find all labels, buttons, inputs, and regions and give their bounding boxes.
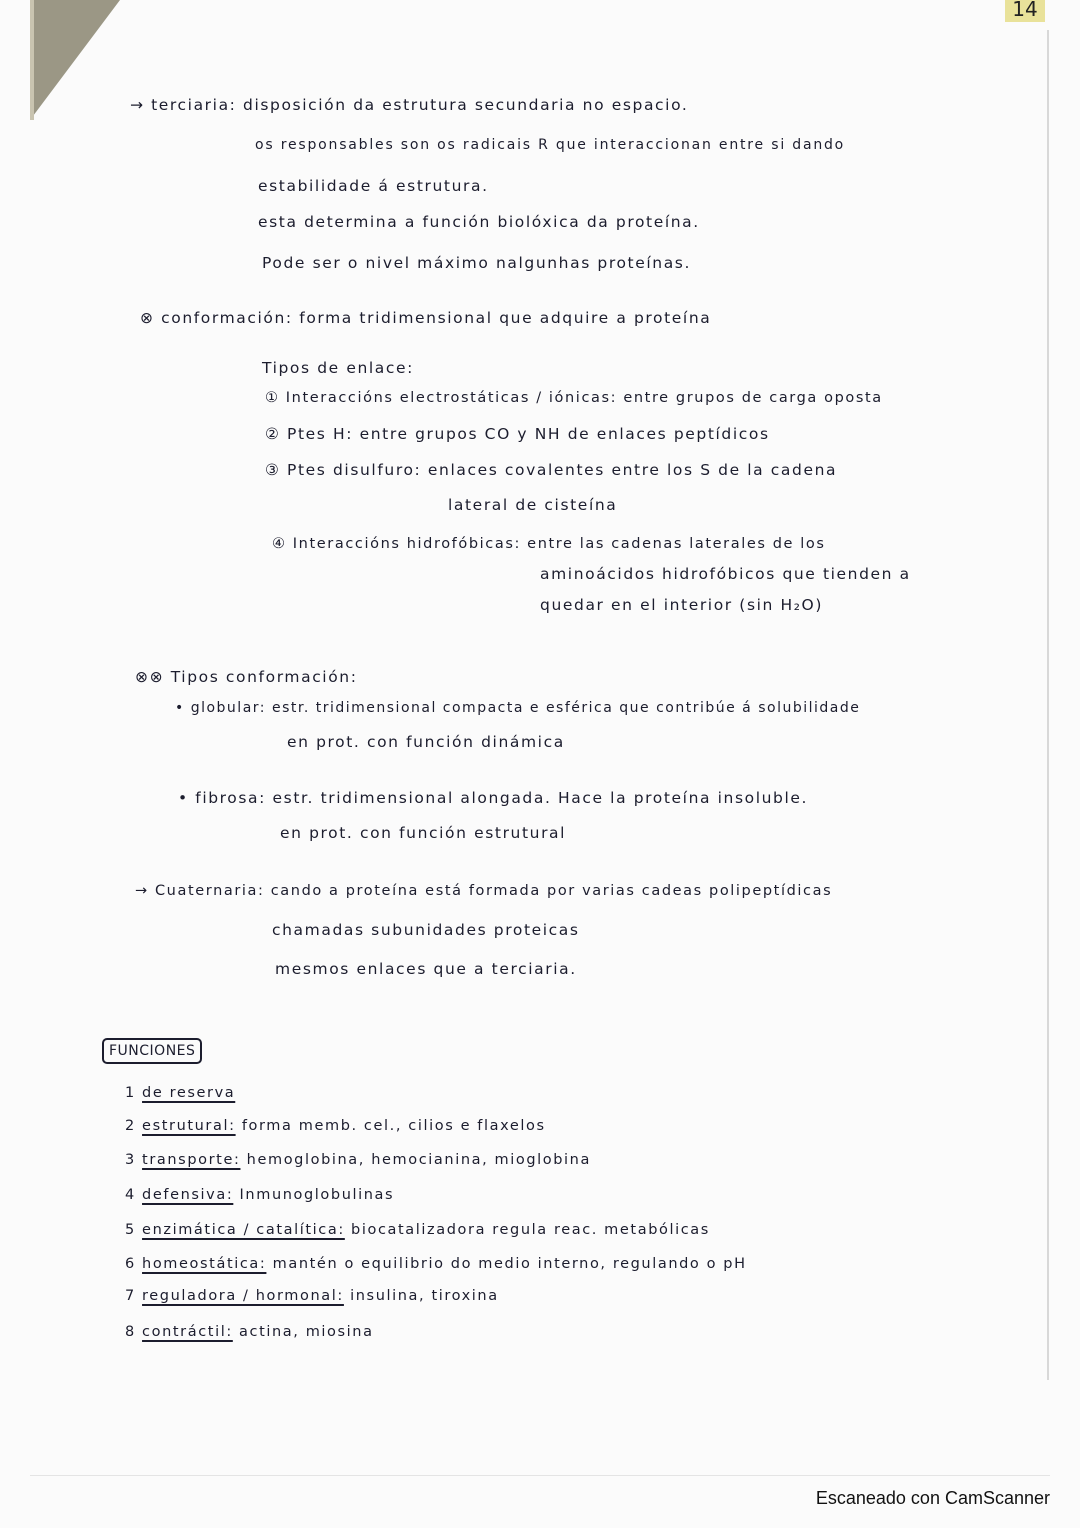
funcion-num: 2 [125,1118,136,1134]
globular-line-cont: en prot. con función dinámica [287,733,565,751]
funcion-item [125,1322,374,1342]
funcion-text: mantén o equilibrio do medio interno, regulando o pH [272,1256,747,1272]
cuaternaria-heading: → Cuaternaria: cando a proteína está formada por varias cadeas polipeptídicas [135,883,833,899]
page-number: 14 [1005,0,1045,22]
funcion-item [125,1083,235,1103]
terciaria-line: os responsables son os radicais R que interaccionan entre si dando [255,137,846,153]
enlace-item: ② Ptes H: entre grupos CO y NH de enlaces peptídicos [265,425,770,443]
enlace-item: ④ Interaccións hidrofóbicas: entre las cadenas laterales de los [272,536,826,552]
funcion-num: 5 [125,1222,136,1238]
tipos-conformacion-heading: ⊗⊗ Tipos conformación: [135,668,358,686]
funcion-label: enzimática / catalítica: [142,1222,345,1238]
page-corner-fold [30,0,120,120]
cuaternaria-line: chamadas subunidades proteicas [272,921,580,939]
funcion-text: actina, miosina [239,1324,374,1340]
enlace-item: ① Interaccións electrostáticas / iónicas: entre grupos de carga oposta [265,390,883,406]
funcion-num: 1 [125,1085,136,1101]
funcion-text: hemoglobina, hemocianina, mioglobina [246,1152,591,1168]
page-edge [30,0,34,120]
enlace-item: ③ Ptes disulfuro: enlaces covalentes entre los S de la cadena [265,461,838,479]
terciaria-line: Pode ser o nivel máximo nalgunhas proteínas. [262,254,691,272]
globular-line: • globular: estr. tridimensional compacta e esférica que contribúe á solubilidade [175,700,861,716]
funcion-label: transporte: [142,1152,241,1168]
funcion-label: de reserva [142,1085,236,1101]
funcion-item [125,1116,546,1136]
funcion-label: estrutural: [142,1118,236,1134]
fibrosa-line-cont: en prot. con función estrutural [280,824,567,842]
terciaria-heading: → terciaria: disposición da estrutura secundaria no espacio. [130,96,689,114]
terciaria-line: esta determina a función biolóxica da proteína. [258,213,700,231]
scanner-footer: Escaneado con CamScanner [815,1488,1050,1508]
funcion-label: homeostática: [142,1256,267,1272]
funcion-label: reguladora / hormonal: [142,1288,344,1304]
funcion-num: 7 [125,1288,136,1304]
enlace-item-cont: aminoácidos hidrofóbicos que tienden a [540,565,911,583]
funcion-num: 6 [125,1256,136,1272]
funcion-num: 3 [125,1152,136,1168]
page-bottom-edge [30,1475,1050,1476]
funcion-text: forma memb. cel., cilios e flaxelos [241,1118,546,1134]
funcion-label: contráctil: [142,1324,233,1340]
funcion-text: biocatalizadora regula reac. metabólicas [351,1222,710,1238]
funcion-text: insulina, tiroxina [350,1288,499,1304]
cuaternaria-line: mesmos enlaces que a terciaria. [275,960,577,978]
enlace-item-cont: quedar en el interior (sin H₂O) [540,596,823,614]
funcion-item [125,1254,747,1274]
enlace-item-cont: lateral de cisteína [448,496,618,514]
conformacion-heading: ⊗ conformación: forma tridimensional que adquire a proteína [140,309,712,327]
funcion-num: 8 [125,1324,136,1340]
funcion-num: 4 [125,1187,136,1203]
funcion-label: defensiva: [142,1187,234,1203]
funcion-item [125,1286,499,1306]
terciaria-line: estabilidade á estrutura. [258,177,489,195]
tipos-enlace-title: Tipos de enlace: [262,359,414,377]
funcion-item [125,1220,710,1240]
funcion-item [125,1150,591,1170]
fibrosa-line: • fibrosa: estr. tridimensional alongada. Hace la proteína insoluble. [178,789,809,807]
funciones-title: FUNCIONES [102,1038,202,1064]
page-right-edge [1047,30,1049,1380]
funcion-text: Inmunoglobulinas [239,1187,395,1203]
funcion-item [125,1185,394,1205]
